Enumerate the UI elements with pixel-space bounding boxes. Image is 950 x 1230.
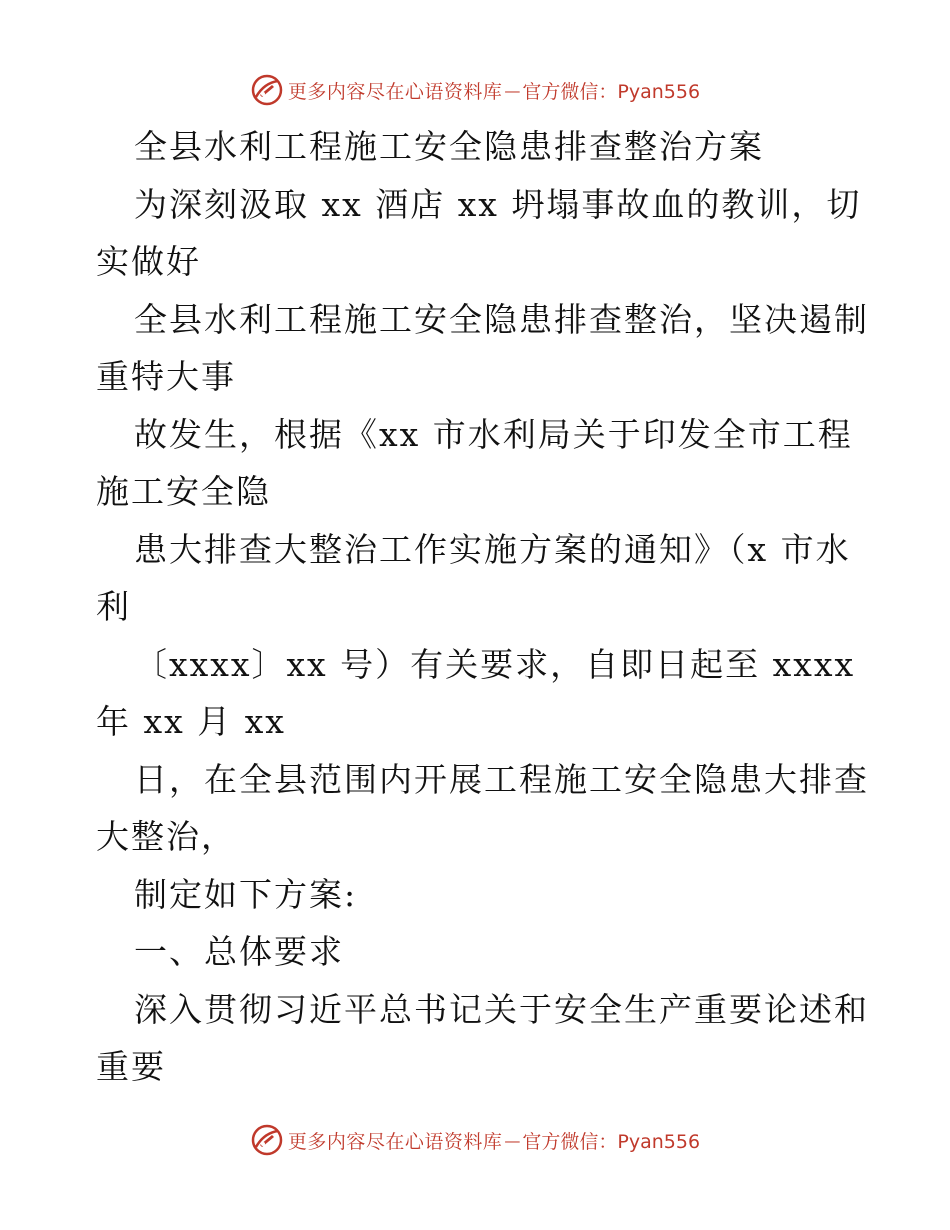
watermark-main-text: 更多内容尽在心语资料库 [287,1130,503,1153]
footer-watermark [0,1120,950,1160]
header-watermark [0,70,950,110]
text-line: 实做好 [96,242,201,281]
text-line: 大整治， [96,817,236,856]
document-body [96,118,869,1096]
text-line: 故发生，根据《xx 市水利局关于印发全市工程 [134,414,853,454]
watermark-main-text: 更多内容尽在心语资料库 [287,80,503,103]
text-line: 利 [96,587,131,626]
text-line: 重特大事 [96,357,236,396]
watermark-wechat-text: 官方微信：Pyan556 [522,1130,701,1153]
text-line: 日，在全县范围内开展工程施工安全隐患大排查 [134,759,869,799]
text-line: 重要 [96,1047,166,1086]
watermark-wechat-text: 官方微信：Pyan556 [522,80,701,103]
text-line: 为深刻汲取 xx 酒店 xx 坍塌事故血的教训，切 [134,184,862,224]
watermark-separator: — [504,1130,521,1150]
watermark-separator: — [504,80,521,100]
text-line: 患大排查大整治工作实施方案的通知》（x 市水 [134,529,851,569]
text-line: 制定如下方案: [134,874,358,914]
pen-logo-icon [250,73,284,107]
text-line: 全县水利工程施工安全隐患排查整治，坚决遏制 [134,299,869,339]
text-line: 〔xxxx〕xx 号）有关要求，自即日起至 xxxx [134,644,856,684]
document-title: 全县水利工程施工安全隐患排查整治方案 [134,127,764,166]
text-line: 一、总体要求 [134,932,344,971]
text-line: 深入贯彻习近平总书记关于安全生产重要论述和 [134,989,869,1029]
pen-logo-icon [250,1123,284,1157]
text-line: 年 xx 月 xx [96,702,286,741]
text-line: 施工安全隐 [96,472,271,511]
